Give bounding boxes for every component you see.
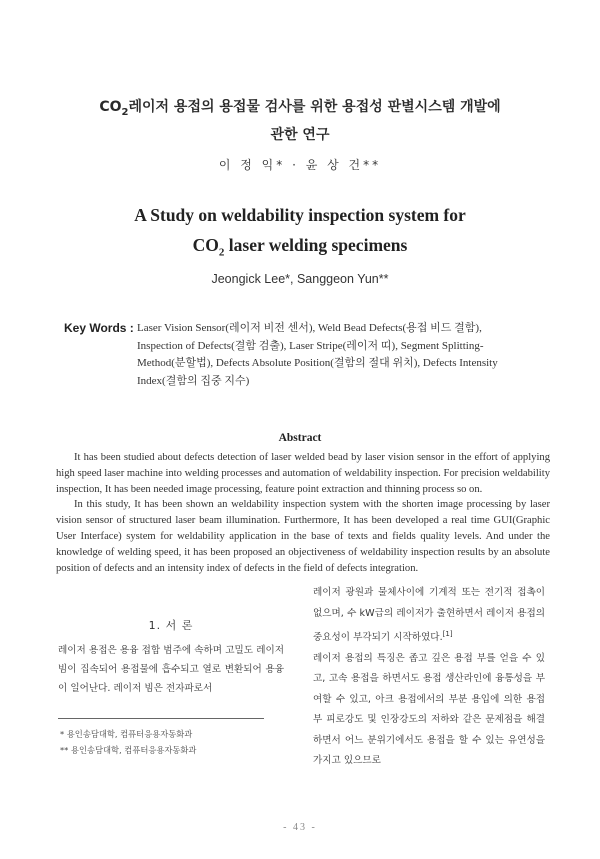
abstract-body	[56, 450, 550, 576]
english-authors: Jeongick Lee*, Sanggeon Yun**	[211, 272, 389, 286]
intro-left-column: 레이저 용접은 용융 접합 범주에 속하며 고밀도 레이저 빔이 집속되어 용접물에 흡수되고 열로 변환되어 용융이 일어난다. 레이저 빔은 전자파로서	[58, 645, 284, 694]
intro-right-paragraph-2: 레이저 용접의 특징은 좁고 깊은 용접 부를 얻을 수 있고, 고속 용접을 하면서도 용접 생산라인에 융통성을 부여할 수 있고, 아크 용접에서의 부분 용입에 의한 용접 부 피로강도 및 인장강도의 저하와 같은 문제점을 해결하면서 어느 분위기에서도 용접을 할 수 있는 유연성을 가지고 있으므로	[313, 652, 545, 767]
section-heading-introduction: 1. 서 론	[148, 619, 194, 632]
page-number: - 43 -	[283, 822, 317, 833]
english-title-line-2: $CO_2$ laser welding specimens	[192, 235, 408, 259]
footnote-2: ** 용인송담대학, 컴퓨터응용자동화과	[60, 745, 197, 755]
keywords-list	[137, 320, 537, 390]
english-title	[40, 200, 560, 268]
intro-right-column	[313, 583, 545, 772]
keywords-line: Index(결함의 집중 지수)	[137, 374, 250, 387]
keywords-label: Key Words :	[64, 321, 134, 335]
korean-title-line-2: 관한 연구	[270, 126, 330, 143]
keywords-line: Laser Vision Sensor(레이저 비전 센서), Weld Bead Defects(용접 비드 결함),	[137, 322, 482, 334]
footnote-divider	[58, 718, 264, 719]
korean-title	[40, 96, 560, 147]
abstract-heading: Abstract	[278, 432, 322, 444]
abstract-paragraph-2: In this study, It has been shown an weldability inspection system with the shorten image processing by laser vision sensor of structured laser beam illumination. Furthermore, It has been developed a real time GUI(Graphic User Interface) system for weldability application in the base of texts and fields quality levels. And under the knowledge of welding speed, it has been proposed an objectiveness of weldability inspection results by an absolute position of defects and an intensity index of defects in the field of defects integration.	[56, 499, 550, 574]
reference-marker: [1]	[442, 630, 453, 638]
intro-right-paragraph-1: 레이저 광원과 물체사이에 기계적 또는 전기적 접촉이 없으며, 수 kW급의 레이저가 출현하면서 레이저 용접의 중요성이 부각되기 시작하였다.[1]	[313, 587, 545, 644]
abstract-paragraph-1: It has been studied about defects detection of laser welded bead by laser vision sensor in the effort of applying high speed laser machine into welding processes and automation of weldability inspection. For precision weldability inspection, It has been needed image processing, feature point extraction and thinning process so on.	[56, 452, 550, 495]
keywords-line: Inspection of Defects(결함 검출), Laser Stripe(레이저 띠), Segment Splitting-	[137, 339, 484, 352]
korean-title-line-1: $CO_2$레이저 용접의 용접물 검사를 위한 용접성 판별시스템 개발에	[99, 99, 501, 118]
keywords-line: Method(분할법), Defects Absolute Position(결함의 절대 위치), Defects Intensity	[137, 357, 498, 369]
korean-authors: 이 정 익* · 윤 상 건**	[218, 158, 382, 172]
footnote-1: * 용인송담대학, 컴퓨터응용자동화과	[60, 729, 193, 739]
english-title-line-1: A Study on weldability inspection system for	[134, 205, 466, 225]
